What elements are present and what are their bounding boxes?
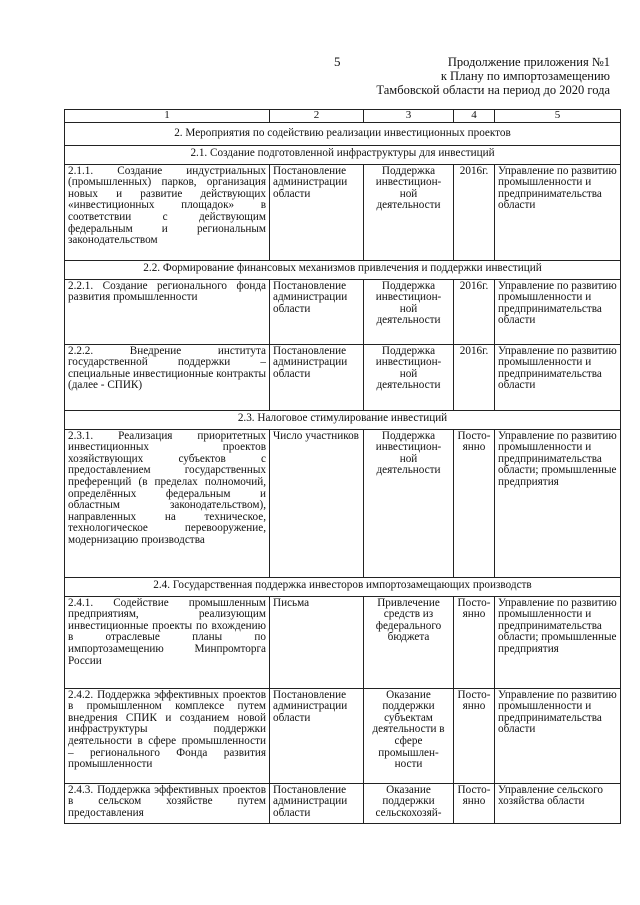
table-row (65, 164, 621, 260)
table-header-row (65, 110, 621, 123)
document-cell: Письма (270, 596, 364, 688)
result-cell: Оказание поддержки сельскохозяй- (364, 783, 454, 823)
subsection-heading: 2.3. Налоговое стимулирование инвестиций (65, 410, 621, 429)
subsection-heading: 2.2. Формирование финансовых механизмов привлечения и поддержки инвестиций (65, 260, 621, 279)
responsible-cell: Управление по развитию промышленности и предпринимательства области (495, 164, 621, 260)
result-cell: Привлечение средств из федерального бюджета (364, 596, 454, 688)
measure-cell: 2.1.1. Создание индустриальных (промышленных) парков, организация новых и развитие действующих «инвестиционных площадок» в соответствии с действующим федеральным и региональным законодательством (65, 164, 270, 260)
section-heading: 2. Мероприятия по содействию реализации инвестиционных проектов (65, 122, 621, 145)
responsible-cell: Управление по развитию промышленности и предпринимательства области; промышленные предприятия (495, 429, 621, 577)
document-cell: Постановление администрации области (270, 344, 364, 410)
column-header: 4 (454, 110, 495, 123)
table-row (65, 344, 621, 410)
document-cell: Постановление администрации области (270, 164, 364, 260)
appendix-line-1: Продолжение приложения №1 (447, 55, 610, 69)
term-cell: Посто-янно (454, 688, 495, 783)
measures-table (64, 109, 621, 824)
document-cell: Постановление администрации области (270, 688, 364, 783)
appendix-line-2: к Плану по импортозамещению (440, 69, 610, 83)
subsection-heading: 2.1. Создание подготовленной инфраструктуры для инвестиций (65, 145, 621, 164)
term-cell: 2016г. (454, 344, 495, 410)
appendix-line-3: Тамбовской области на период до 2020 года (376, 83, 610, 97)
column-header: 5 (495, 110, 621, 123)
measure-cell: 2.3.1. Реализация приоритетных инвестиционных проектов хозяйствующих субъектов с предоставлением государственных преференций (в пределах полномочий, определённых федеральным и областным законодательством), направленных на техническое, технологическое перевооружение, модернизацию производства (65, 429, 270, 577)
result-cell: Поддержка инвестицион-ной деятельности (364, 279, 454, 344)
term-cell: Посто-янно (454, 429, 495, 577)
column-header: 3 (364, 110, 454, 123)
term-cell: Посто-янно (454, 783, 495, 823)
term-cell: 2016г. (454, 164, 495, 260)
document-cell: Постановление администрации области (270, 279, 364, 344)
result-cell: Оказание поддержки субъектам деятельности в сфере промышлен-ности (364, 688, 454, 783)
result-cell: Поддержка инвестицион-ной деятельности (364, 429, 454, 577)
measure-cell: 2.4.2. Поддержка эффективных проектов в промышленном комплексе путем внедрения СПИК и созданием новой инфраструктуры поддержки деятельности в сфере промышленности – регионального Фонда развития промышленности (65, 688, 270, 783)
result-cell: Поддержка инвестицион-ной деятельности (364, 164, 454, 260)
column-header: 1 (65, 110, 270, 123)
measure-cell: 2.4.1. Содействие промышленным предприятиям, реализующим инвестиционные проекты по вхождению в отраслевые планы по импортозамещению Минпромторга России (65, 596, 270, 688)
table-row (65, 279, 621, 344)
subsection-heading: 2.4. Государственная поддержка инвесторов импортозамещающих производств (65, 577, 621, 596)
table-row (65, 429, 621, 577)
responsible-cell: Управление по развитию промышленности и предпринимательства области; промышленные предприятия (495, 596, 621, 688)
term-cell: 2016г. (454, 279, 495, 344)
result-cell: Поддержка инвестицион-ной деятельности (364, 344, 454, 410)
appendix-heading (360, 55, 610, 97)
table-row (65, 596, 621, 688)
column-header: 2 (270, 110, 364, 123)
measure-cell: 2.4.3. Поддержка эффективных проектов в сельском хозяйстве путем предоставления (65, 783, 270, 823)
document-cell: Число участников (270, 429, 364, 577)
responsible-cell: Управление по развитию промышленности и предпринимательства области (495, 344, 621, 410)
page-number: 5 (334, 54, 341, 69)
responsible-cell: Управление по развитию промышленности и предпринимательства области (495, 688, 621, 783)
document-cell: Постановление администрации области (270, 783, 364, 823)
measure-cell: 2.2.1. Создание регионального фонда развития промышленности (65, 279, 270, 344)
table-row (65, 783, 621, 823)
responsible-cell: Управление по развитию промышленности и предпринимательства области (495, 279, 621, 344)
table-row (65, 688, 621, 783)
responsible-cell: Управление сельского хозяйства области (495, 783, 621, 823)
measure-cell: 2.2.2. Внедрение института государственной поддержки – специальные инвестиционные контракты (далее - СПИК) (65, 344, 270, 410)
term-cell: Посто-янно (454, 596, 495, 688)
